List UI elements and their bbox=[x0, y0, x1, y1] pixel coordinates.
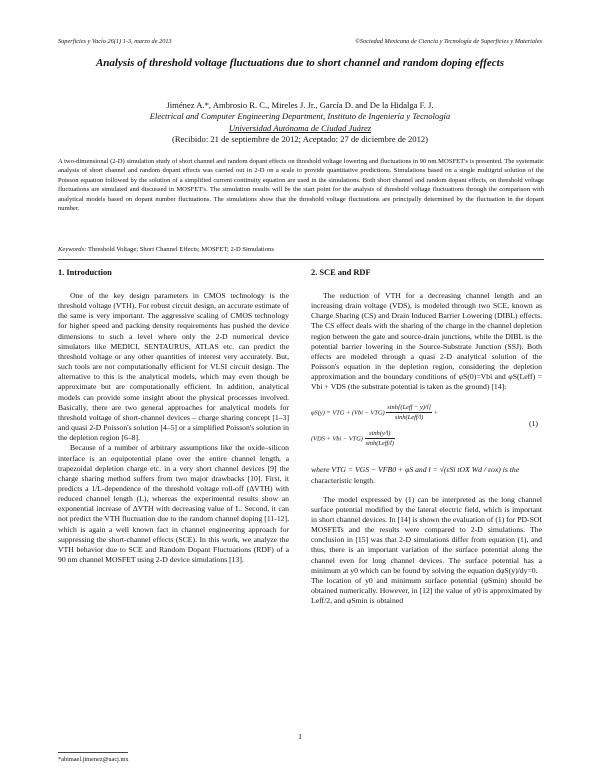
equation-term-2: (VDS + Vbi − VTG) bbox=[311, 435, 363, 443]
equation-lhs: φS(y) = VTG + (Vbi − VTG) bbox=[311, 409, 385, 417]
sce-paragraph-3: The location of y0 and minimum surface potential (φSmin) should be obtained numerically. However, in [12] the value of y0 is approximated by Leff/2, and φSmin is obtained bbox=[311, 575, 542, 606]
author-email-footnote: *abimael.jimenez@uacj.mx bbox=[58, 756, 129, 763]
section-heading-introduction: 1. Introduction bbox=[58, 268, 112, 277]
equation-line-2 bbox=[311, 429, 395, 449]
keywords-list: Threshold Voltage; Short Channel Effects; MOSFET; 2-D Simulations bbox=[87, 246, 274, 253]
section-divider bbox=[58, 259, 544, 260]
equation-where-clause bbox=[311, 465, 542, 487]
sce-paragraph-2: The model expressed by (1) can be interpreted as the long channel surface potential modified by the lateral electric field, which is important in short channel devices. In [14] is shown the evaluation of (1) for PD-SOI MOSFETs and the results were compared to 2-D simulations. The conclusion in [15] was that 2-D simulations differ from equation (1), and thus, there is an important variation of the surface potential along the channel even for long channel devices. The surface potential has a minimum at y0 which can be found by solving the equation dφS(y)/dy=0. bbox=[311, 494, 542, 575]
equation-numerator-2: sinh(y/l) bbox=[365, 429, 395, 440]
society-header: ©Sociedad Mexicana de Ciencia y Tecnología de Superficies y Materiales bbox=[355, 38, 542, 45]
keywords-label: Keywords: bbox=[58, 246, 87, 253]
equation-1 bbox=[311, 399, 542, 461]
journal-header: Superficies y Vacío 26(1) 1-3, marzo de 2013 bbox=[58, 38, 172, 45]
where-continuation: characteristic length. bbox=[311, 475, 376, 485]
paper-title: Analysis of threshold voltage fluctuations due to short channel and random doping effects bbox=[95, 57, 505, 69]
right-column bbox=[311, 268, 542, 606]
equation-numerator-1: sinh[(Leff − y)/l] bbox=[386, 403, 432, 414]
equation-denominator-1: sinh(Leff/l) bbox=[394, 414, 424, 422]
equation-fraction-2 bbox=[365, 429, 395, 449]
section-heading-sce-rdf: 2. SCE and RDF bbox=[311, 268, 371, 277]
affiliation-department: Electrical and Computer Engineering Department, Instituto de Ingeniería y Tecnología bbox=[149, 111, 451, 122]
abstract: A two-dimensional (2-D) simulation study of short channel and random dopant effects on threshold voltage lowering and fluctuations in 90 nm MOSFET's is presented. The systematic analysis of short channel and random dopant effects was carried out in 2-D on a scale to provide quantitative predictions. Simulations based on a single multigrid solution of the Poisson equation followed by the solution of a simplified current continuity equation are used in the simulations. Both short channel and random dopant effects, on threshold voltage fluctuations are simulated and discussed in MOSFET's. The simulation results will be the start point for the analysis of threshold voltage fluctuations through the comparison with analytical models based on dopant number fluctuations. The simulations show that the threshold voltage fluctuations are principally determined by the fluctuation in the dopant number. bbox=[58, 158, 544, 213]
equation-fraction-1 bbox=[386, 403, 432, 423]
equation-plus: + bbox=[433, 409, 438, 417]
intro-paragraph-1: One of the key design parameters in CMOS technology is the threshold voltage (VTH). For robust circuit design, an accurate estimate of the same is very important. The aggressive scaling of CMOS technology for higher speed and packing density requirements has pushed the device dimensions to such a level where only the 2-D numerical device simulators like MEDICI, SENTAURUS, ATLAS etc. can predict the threshold voltage or any other quantities of interest very accurately. But, such tools are not computationally efficient for VLSI circuit design. The alternative to this is the analytical models, which may even though be approximate but are computationally efficient. In addition, analytical models can provide some insight about the physical processes involved. Basically, there are two general approaches for analytical models for threshold voltage of short-channel devices – charge sharing concept [1–3] and quasi 2-D Poisson's solution [4–5] or a simplified Poisson's solution in the depletion region [6–8]. bbox=[58, 291, 289, 443]
affiliation-university: Universidad Autónoma de Ciudad Juárez bbox=[228, 122, 372, 133]
authors: Jiménez A.*, Ambrosio R. C., Mireles J. Jr., García D. and De la Hidalga F. J. bbox=[166, 100, 434, 110]
footnote-rule bbox=[58, 752, 128, 753]
author-block bbox=[40, 100, 560, 146]
where-definitions: where VTG = VGS − VFB0 + φS and l = √(εSi tOX Wd / εox) is the bbox=[311, 464, 520, 474]
equation-denominator-2: sinh(Leff/l) bbox=[365, 440, 394, 448]
sce-paragraph-1: The reduction of VTH for a decreasing channel length and an increasing drain voltage (VDS), is modeled through two SCE, known as Charge Sharing (CS) and Drain Induced Barrier Lowering (DIBL) effects. The CS effect deals with the sharing of the charge in the channel depletion region between the gate and source-drain junctions, while the DIBL is the potential barrier lowering in the Source-Substrate Junction (SSJ). Both effects are modeled through a quasi 2-D analytical solution of the Poisson's equation in the depletion region, considering the depletion approximation and the boundary conditions of φS(0)=Vbi and φS(Leff) = Vbi + VDS (the substrate potential is taken as the ground) [14]: bbox=[311, 291, 542, 392]
page-number: 1 bbox=[298, 732, 302, 741]
received-dates: (Recibido: 21 de septiembre de 2012; Aceptado: 27 de diciembre de 2012) bbox=[171, 134, 429, 145]
equation-line-1 bbox=[311, 403, 438, 423]
equation-number: (1) bbox=[529, 418, 538, 428]
left-column bbox=[58, 268, 289, 565]
intro-paragraph-2: Because of a number of arbitrary assumptions like the oxide–silicon interface is an equipotential plane over the entire channel length, a trapezoidal depletion charge etc. in a very short channel devices [9] the charge sharing method suffers from two major drawbacks [10]. First, it predicts a 1/L-dependence of the threshold voltage roll-off (ΔVTH) with reduced channel length (L), whereas the experimental results show an exponential increase of ΔVTH with decreasing value of L. Second, it can not predict the VTH fluctuation due to the random channel doping [11-12], which is again a well known fact in channel engineering approach for suppressing the short-channel effects (SCE). In this work, we analyze the VTH behavior due to SCE and Random Dopant Fluctuations (RDF) of a 90 nm channel MOSFET using 2-D device simulations [13]. bbox=[58, 443, 289, 565]
keywords bbox=[58, 246, 544, 253]
